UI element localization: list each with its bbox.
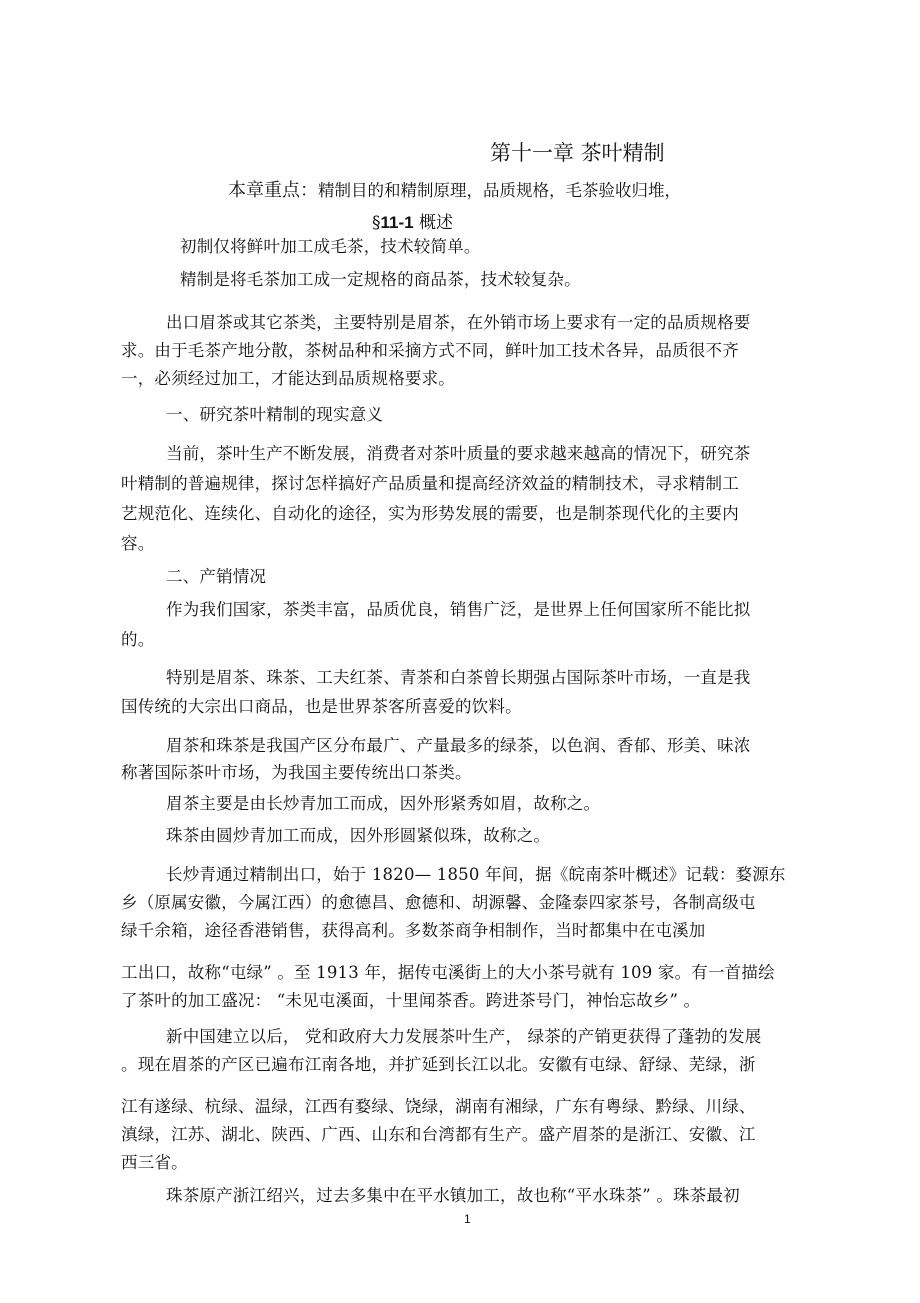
text-line: 特别是眉茶、珠茶、工夫红茶、青茶和白茶曾长期强占国际茶叶市场，一直是我 [166,668,751,687]
text-line: 艺规范化、连续化、自动化的途径，实为形势发展的需要，也是制茶现代化的主要内 [121,504,739,523]
text-line: 眉茶主要是由长炒青加工而成，因外形紧秀如眉，故称之。 [166,794,601,813]
text-line: 绿千余箱，途径香港销售，获得高利。多数茶商争相制作，当时都集中在屯溪加 [121,921,706,940]
text-line: 国传统的大宗出口商品，也是世界茶客所喜爱的饮料。 [121,697,522,716]
text-line: 容。 [121,534,155,553]
chapter-title: 第十一章 茶叶精制 [490,141,665,165]
text-line: 滇绿，江苏、湖北、陕西、广西、山东和台湾都有生产。盛产眉茶的是浙江、安徽、江 [121,1125,756,1144]
text-line: 求。由于毛茶产地分散，茶树品种和采摘方式不同，鲜叶加工技术各异，品质很不齐 [121,341,739,360]
text-line: 一，必须经过加工，才能达到品质规格要求。 [121,369,455,388]
text-line: 珠茶由圆炒青加工而成，因外形圆紧似珠，故称之。 [166,826,551,845]
text-line: 了茶叶的加工盛况： “未见屯溪面，十里闻茶香。跨进茶号门，神怡忘故乡” 。 [121,991,701,1010]
text-line: 作为我们国家，茶类丰富，品质优良，销售广泛，是世界上任何国家所不能比拟 [166,600,751,619]
page-number: 1 [464,1212,471,1226]
text-line: 眉茶和珠茶是我国产区分布最广、产量最多的绿茶，以色润、香郁、形美、味浓 [166,736,751,755]
text-line: 。现在眉茶的产区已遍布江南各地，并扩延到长江以北。安徽有屯绿、舒绿、芜绿，浙 [121,1055,756,1074]
text-line: 叶精制的普遍规律，探讨怎样搞好产品质量和提高经济效益的精制技术，寻求精制工 [121,474,739,493]
text-line: 新中国建立以后， 党和政府大力发展茶叶生产， 绿茶的产销更获得了蓬勃的发展 [166,1027,762,1046]
section-title: 概述 [413,213,453,233]
text-line: 当前，茶叶生产不断发展，消费者对茶叶质量的要求越来越高的情况下，研究茶 [166,444,751,463]
focus-label: 本章重点： [228,180,318,201]
chapter-focus [228,180,681,202]
text-line: 初制仅将鲜叶加工成毛茶，技术较简单。 [180,237,481,256]
section-mark: § [372,213,381,233]
section-number: 11-1 [380,213,414,232]
section-subheading: 一、研究茶叶精制的现实意义 [166,405,384,424]
text-line: 精制是将毛茶加工成一定规格的商品茶，技术较复杂。 [180,270,581,289]
text-line: 称著国际茶叶市场，为我国主要传统出口茶类。 [121,763,472,782]
text-line: 出口眉茶或其它茶类，主要特别是眉茶，在外销市场上要求有一定的品质规格要 [166,313,751,332]
text-line: 珠茶原产浙江绍兴，过去多集中在平水镇加工，故也称“平水珠茶” 。珠茶最初 [166,1186,740,1205]
text-line: 江有遂绿、杭绿、温绿，江西有婺绿、饶绿，湖南有湘绿，广东有粤绿、黔绿、川绿、 [121,1097,756,1116]
section-heading [372,212,453,234]
text-line: 乡（原属安徽，今属江西）的愈德昌、愈德和、胡源馨、金隆泰四家茶号，各制高级屯 [121,893,756,912]
text-line: 长炒青通过精制出口，始于 1820— 1850 年间，据《皖南茶叶概述》记载：婺源东 [166,865,786,884]
focus-text: 精制目的和精制原理，品质规格，毛茶验收归堆， [318,181,681,200]
text-line: 工出口，故称“屯绿” 。至 1913 年，据传屯溪街上的大小茶号就有 109 家。有一首描绘 [121,963,775,982]
text-line: 的。 [121,630,155,649]
text-line: 西三省。 [121,1153,188,1172]
section-subheading: 二、产销情况 [166,567,267,586]
